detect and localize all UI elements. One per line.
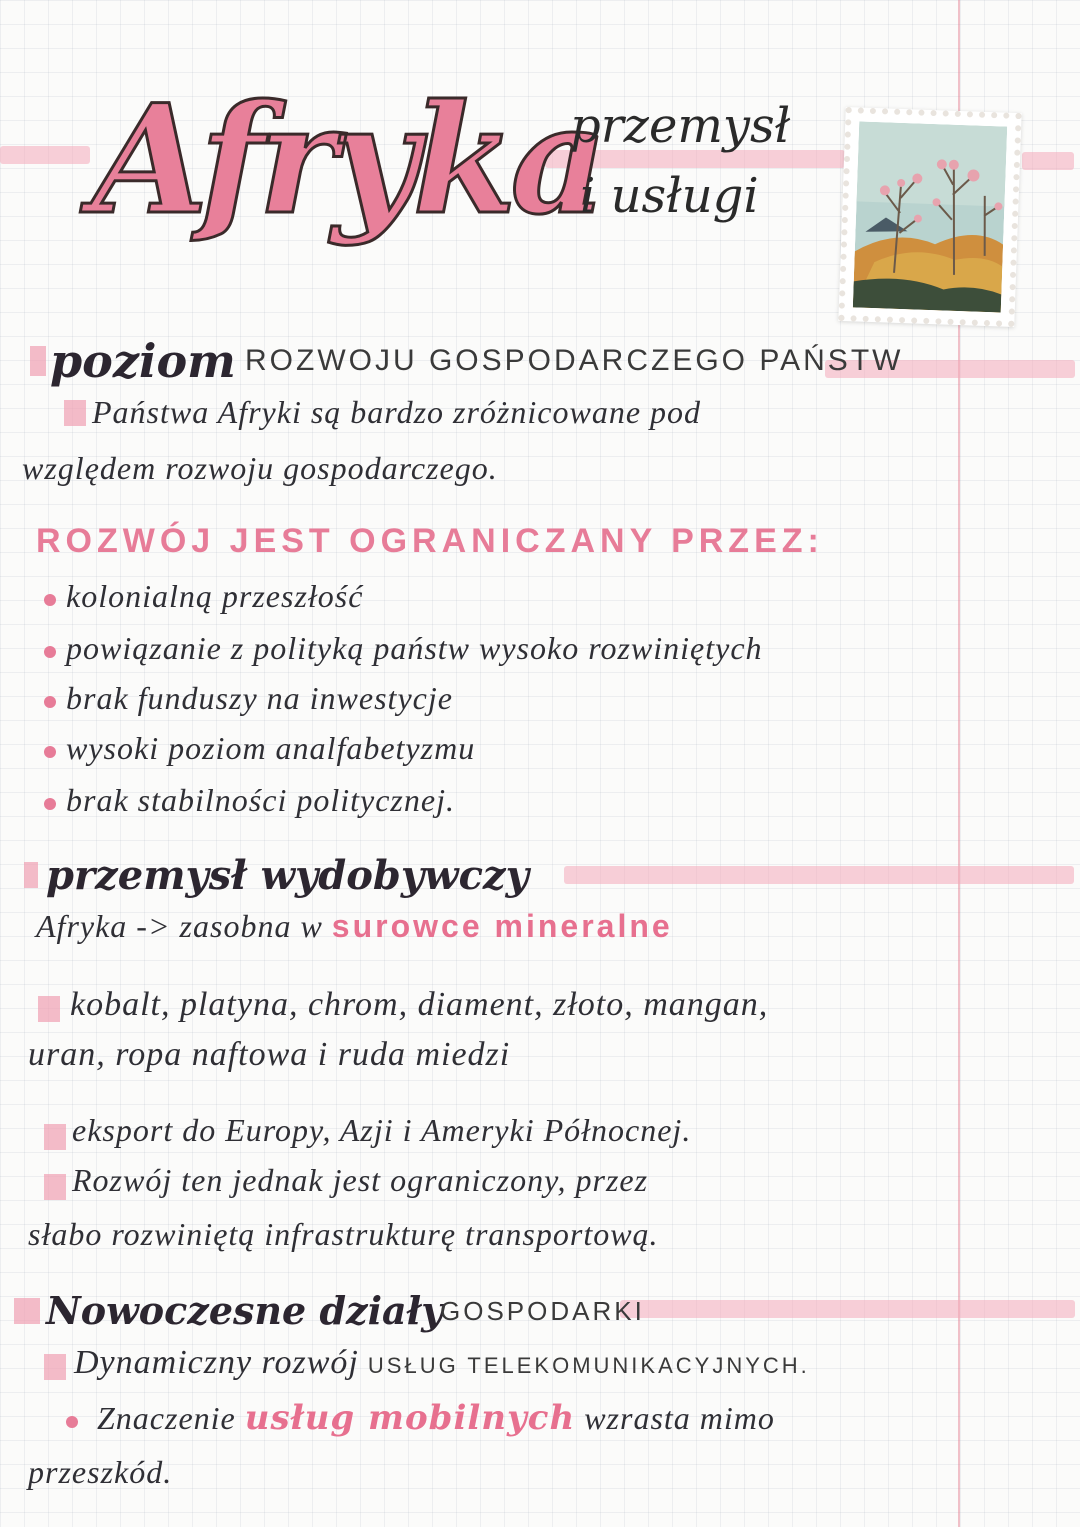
bullet-square: [44, 1174, 66, 1200]
section2-intro: [36, 908, 673, 945]
subtitle-line-1: przemysł: [570, 98, 791, 154]
section2-intro-highlight: surowce mineralne: [331, 908, 673, 944]
bullet-dot-icon: [44, 696, 56, 708]
list-item-text: kolonialną przeszłość: [66, 578, 364, 614]
highlighter-bar: [1022, 152, 1074, 170]
list-item: [44, 730, 475, 767]
section3-line-1-prefix: Dynamiczny rozwój: [74, 1344, 359, 1381]
list-item-text: powiązanie z polityką państw wysoko rozwiniętych: [66, 630, 763, 666]
bullet-dot-icon: [66, 1416, 78, 1428]
list-item-text: brak funduszy na inwestycje: [66, 680, 453, 716]
bullet-square: [44, 1124, 66, 1150]
bullet-dot-icon: [44, 746, 56, 758]
landscape-illustration: [853, 121, 1007, 312]
section3-line-2-highlight: usług mobilnych: [244, 1398, 576, 1438]
highlighter-bar: [620, 1300, 1075, 1318]
section1-para-line-1: Państwa Afryki są bardzo zróżnicowane pod: [92, 394, 702, 430]
list-item: [44, 630, 763, 667]
section3-heading-cursive: Nowoczesne działy: [46, 1288, 444, 1333]
section2-heading: przemysł wydobywczy: [46, 852, 529, 899]
section3-heading-caps: GOSPODARKI: [440, 1296, 645, 1326]
minerals-line-2: uran, ropa naftowa i ruda miedzi: [28, 1036, 511, 1073]
postage-stamp-image: [838, 107, 1021, 327]
bullet-square: [14, 1298, 40, 1324]
section3-line-1: [74, 1344, 810, 1382]
bullet-square: [44, 1354, 66, 1380]
list-item-text: wysoki poziom analfabetyzmu: [66, 730, 476, 766]
bullet-dot-icon: [44, 798, 56, 810]
section3-line-2-prefix: Znaczenie: [97, 1400, 236, 1436]
section1-heading-cursive: poziom: [50, 334, 236, 388]
limit-heading: ROZWÓJ JEST OGRANICZANY PRZEZ:: [36, 522, 824, 560]
export-line: eksport do Europy, Azji i Ameryki Północnej.: [72, 1112, 692, 1148]
section3-line-2-suffix: wzrasta mimo: [584, 1400, 775, 1436]
limit-line-1: Rozwój ten jednak jest ograniczony, przez: [72, 1162, 649, 1198]
section2-intro-prefix: Afryka -> zasobna w: [36, 908, 323, 944]
bullet-square: [38, 996, 60, 1022]
subtitle-line-2: i usługi: [580, 168, 759, 224]
list-item-text: brak stabilności politycznej.: [66, 782, 455, 818]
section3-line-1-caps: USŁUG TELEKOMUNIKACYJNYCH.: [367, 1353, 810, 1378]
section1-para-line-2: względem rozwoju gospodarczego.: [22, 450, 498, 486]
section3-line-2: [66, 1398, 775, 1438]
section3-line-3: przeszkód.: [28, 1454, 173, 1490]
bullet-square: [30, 346, 46, 376]
bullet-square: [24, 862, 38, 888]
bullet-square: [64, 400, 86, 426]
page-title: Afryka: [92, 72, 602, 248]
list-item: [44, 782, 455, 819]
highlighter-bar: [564, 866, 1074, 884]
list-item: [44, 578, 363, 615]
section1-heading-caps: ROZWOJU GOSPODARCZEGO PAŃSTW: [245, 344, 904, 377]
minerals-line-1: kobalt, platyna, chrom, diament, złoto, mangan,: [70, 986, 769, 1023]
bullet-dot-icon: [44, 594, 56, 606]
limit-line-2: słabo rozwiniętą infrastrukturę transportową.: [28, 1216, 659, 1252]
list-item: [44, 680, 453, 717]
highlighter-bar: [0, 146, 90, 164]
bullet-dot-icon: [44, 646, 56, 658]
